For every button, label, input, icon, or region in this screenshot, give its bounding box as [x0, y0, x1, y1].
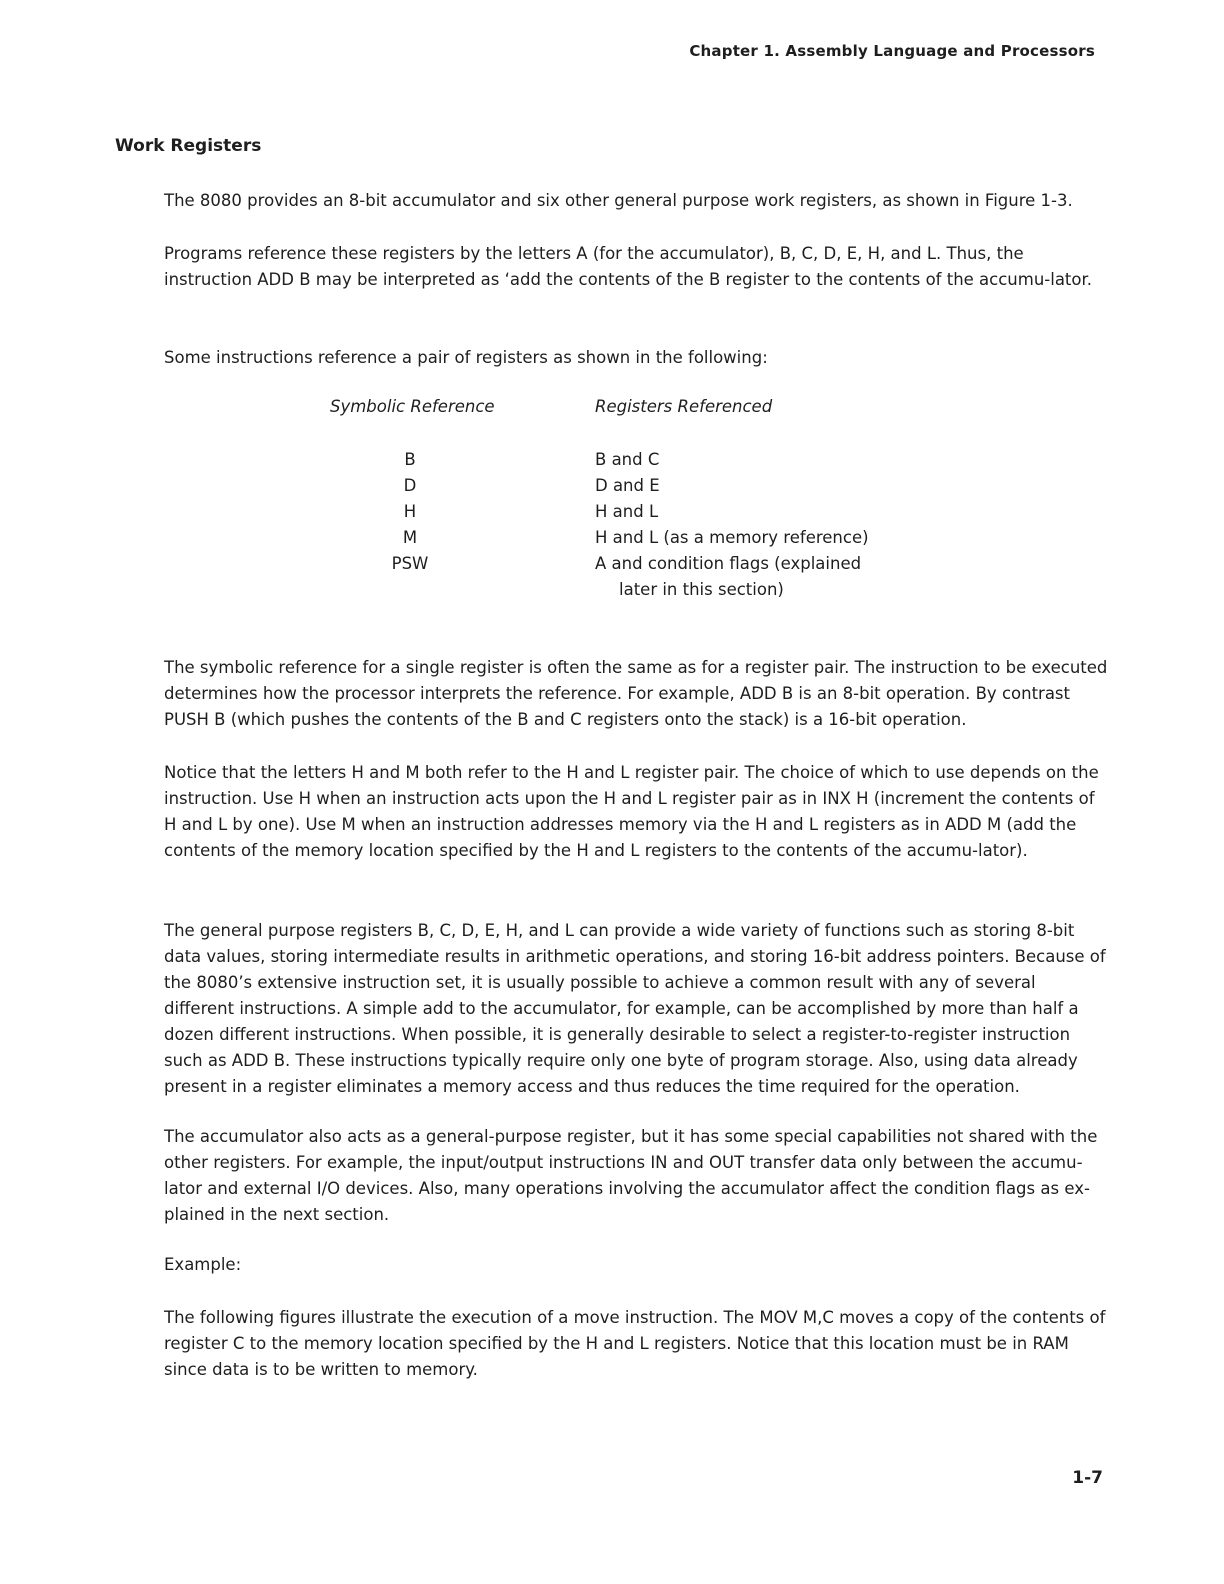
symbolic-reference-cell: B: [404, 450, 416, 469]
paragraph: The following figures illustrate the execution of a move instruction. The MOV M,C moves a copy of the contents of register C to the memory location specified by the H and L registers. Notice that this location must be in RAM since data is to be written to memory.: [164, 1308, 1106, 1379]
running-header: Chapter 1. Assembly Language and Processors: [689, 42, 1095, 60]
registers-referenced-cell: A and condition flags (explained: [595, 554, 862, 573]
registers-referenced-cell: B and C: [595, 450, 660, 469]
paragraph: The symbolic reference for a single register is often the same as for a register pair. The instruction to be executed determines how the processor interprets the reference. For example, ADD B is an 8-bit operation. By contrast PUSH B (which pushes the contents of the B and C registers onto the stack) is a 16-bit operation.: [164, 658, 1108, 729]
paragraph: Notice that the letters H and M both refer to the H and L register pair. The choice of which to use depends on the instruction. Use H when an instruction acts upon the H and L register pair as in INX H (increment the contents of H and L by one). Use M when an instruction addresses memory via the H and L registers as in ADD M (add the contents of the memory location specified by the H and L registers to the contents of the accumu-lator).: [164, 763, 1099, 860]
registers-referenced-cell: H and L: [595, 502, 659, 521]
table-row-continuation: [0, 577, 1224, 603]
table-row: [0, 473, 1224, 499]
registers-referenced-cell: D and E: [595, 476, 660, 495]
table-row: [0, 551, 1224, 577]
example-label: Example:: [164, 1255, 242, 1274]
paragraph: Programs reference these registers by the letters A (for the accumulator), B, C, D, E, H, and L. Thus, the instruction ADD B may be interpreted as ‘add the contents of the B register to the contents of the accumu-lator.: [164, 244, 1093, 289]
table-row: [0, 499, 1224, 525]
registers-referenced-cell: later in this section): [619, 580, 784, 599]
table-header-registers-referenced: Registers Referenced: [595, 397, 773, 416]
symbolic-reference-cell: PSW: [391, 554, 429, 573]
registers-referenced-cell: H and L (as a memory reference): [595, 528, 869, 547]
symbolic-reference-cell: H: [403, 502, 417, 521]
register-pair-table: [0, 447, 1224, 603]
paragraph: The 8080 provides an 8-bit accumulator and six other general purpose work registers, as shown in Figure 1-3.: [164, 191, 1073, 210]
table-row: [0, 447, 1224, 473]
table-header-symbolic-reference: Symbolic Reference: [330, 397, 495, 416]
symbolic-reference-cell: M: [402, 528, 418, 547]
table-row: [0, 525, 1224, 551]
section-heading: Work Registers: [115, 136, 262, 156]
symbolic-reference-cell: D: [403, 476, 417, 495]
paragraph: Some instructions reference a pair of registers as shown in the following:: [164, 348, 768, 367]
paragraph: The general purpose registers B, C, D, E, H, and L can provide a wide variety of functions such as storing 8-bit data values, storing intermediate results in arithmetic operations, and storing 16-bit address pointers. Because of the 8080’s extensive instruction set, it is usually possible to achieve a common result with any of several different instructions. A simple add to the accumulator, for example, can be accomplished by more than half a dozen different instructions. When possible, it is generally desirable to select a register-to-register instruction such as ADD B. These instructions typically require only one byte of program storage. Also, using data already present in a register eliminates a memory access and thus reduces the time required for the operation.: [164, 921, 1106, 1096]
paragraph: The accumulator also acts as a general-purpose register, but it has some special capabilities not shared with the other registers. For example, the input/output instructions IN and OUT transfer data only between the accumu-lator and external I/O devices. Also, many operations involving the accumulator affect the condition flags as ex-plained in the next section.: [164, 1127, 1098, 1224]
page-number: 1-7: [1072, 1468, 1103, 1488]
